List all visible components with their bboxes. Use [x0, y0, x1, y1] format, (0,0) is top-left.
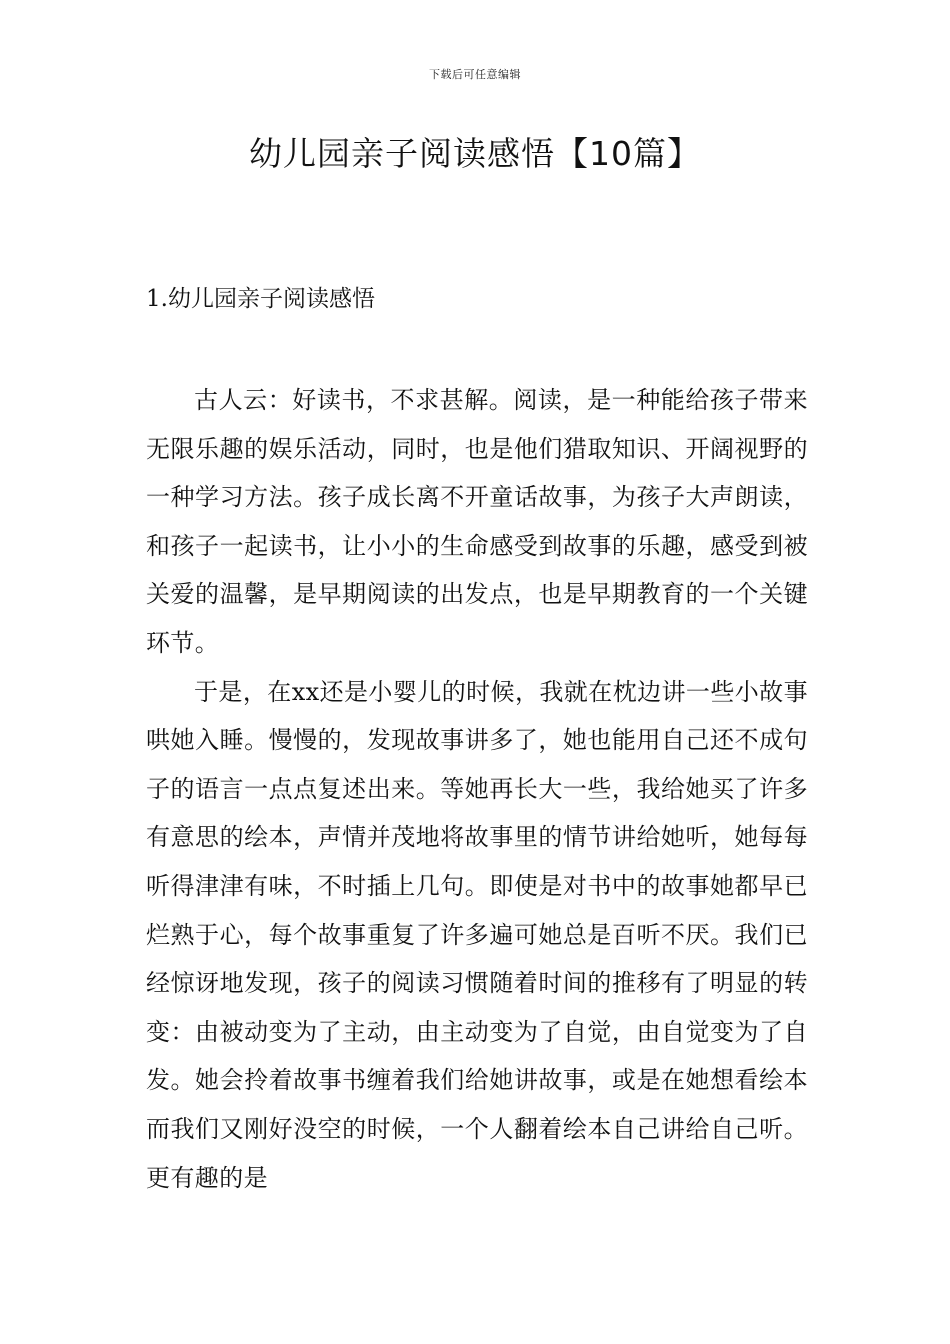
paragraph: 古人云：好读书，不求甚解。阅读，是一种能给孩子带来无限乐趣的娱乐活动，同时，也是他们猎取知识、开阔视野的一种学习方法。孩子成长离不开童话故事，为孩子大声朗读，和孩子一起读书，让小小的生命感受到故事的乐趣，感受到被关爱的温馨，是早期阅读的出发点，也是早期教育的一个关键环节。 — [146, 386, 808, 657]
document-title: 幼儿园亲子阅读感悟【10篇】 — [249, 134, 701, 173]
section-heading: 1.幼儿园亲子阅读感悟 — [146, 286, 375, 312]
paragraph: 于是，在xx还是小婴儿的时候，我就在枕边讲一些小故事哄她入睡。慢慢的，发现故事讲多了，她也能用自己还不成句子的语言一点点复述出来。等她再长大一些，我给她买了许多有意思的绘本，声情并茂地将故事里的情节讲给她听，她每每听得津津有味，不时插上几句。即使是对书中的故事她都早已烂熟于心，每个故事重复了许多遍可她总是百听不厌。我们已经惊讶地发现，孩子的阅读习惯随着时间的推移有了明显的转变：由被动变为了主动，由主动变为了自觉，由自觉变为了自发。她会拎着故事书缠着我们给她讲故事，或是在她想看绘本而我们又刚好没空的时候，一个人翻着绘本自己讲给自己听。更有趣的是 — [146, 677, 808, 1192]
body-text — [146, 376, 808, 1202]
header-note: 下载后可任意编辑 — [429, 68, 521, 81]
